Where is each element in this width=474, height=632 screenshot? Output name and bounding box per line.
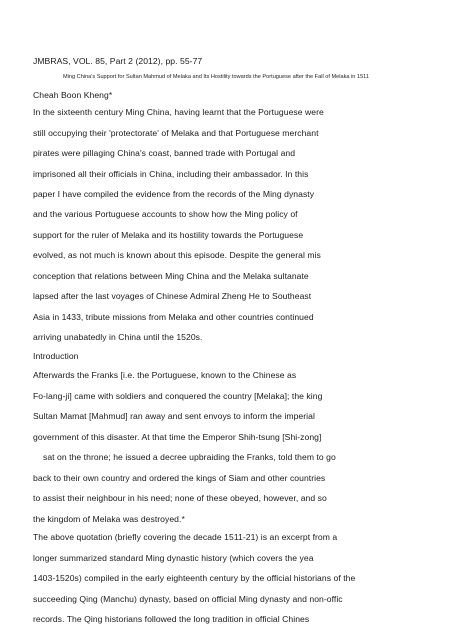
section-heading: Introduction	[33, 350, 79, 361]
abstract-line: paper I have compiled the evidence from the records of the Ming dynasty	[33, 189, 315, 199]
quote-line: Fo-lang-ji] came with soldiers and conquered the country [Melaka]; the king	[33, 390, 323, 401]
quote-line: the kingdom of Melaka was destroyed.*	[33, 513, 185, 524]
abstract-line: conception that relations between Ming China and the Melaka sultanate	[33, 270, 309, 281]
abstract-line: Asia in 1433, tribute missions from Melaka and other countries continued	[33, 311, 314, 322]
abstract-line: support for the ruler of Melaka and its hostility towards the Portuguese	[33, 229, 304, 240]
quote-line: government of this disaster. At that time the Emperor Shih-tsung [Shi-zong]	[33, 431, 322, 442]
body-line: succeeding Qing (Manchu) dynasty, based on official Ming dynasty and non-offic	[33, 593, 343, 604]
body-line: longer summarized standard Ming dynastic history (which covers the yea	[33, 552, 314, 563]
abstract-line: still occupying their 'protectorate' of Melaka and that Portuguese merchant	[33, 127, 319, 138]
quote-line: to assist their neighbour in his need; none of these obeyed, however, and so	[33, 493, 327, 504]
author-name: Cheah Boon Kheng*	[33, 89, 113, 100]
abstract-line: In the sixteenth century Ming China, having learnt that the Portuguese were	[33, 107, 324, 118]
quote-line: back to their own country and ordered the kings of Siam and other countries	[33, 472, 326, 483]
abstract-line: and the various Portuguese accounts to show how the Ming policy of	[33, 209, 298, 220]
body-line: The above quotation (briefly covering the decade 1511-21) is an excerpt from a	[33, 532, 338, 543]
abstract-line: pirates were pillaging China's coast, banned trade with Portugal and	[33, 148, 296, 159]
quote-line: sat on the throne; he issued a decree upbraiding the Franks, told them to go	[43, 452, 336, 463]
abstract-line: arriving unabatedly in China until the 1520s.	[33, 332, 203, 343]
body-line: records. The Qing historians followed the long tradition in official Chines	[33, 614, 310, 624]
abstract-line: evolved, as not much is known about this episode. Despite the general mis	[33, 250, 321, 261]
abstract-line: lapsed after the last voyages of Chinese Admiral Zheng He to Southeast	[33, 291, 312, 302]
journal-citation: JMBRAS, VOL. 85, Part 2 (2012), pp. 55-77	[33, 56, 203, 66]
quote-line: Sultan Mamat [Mahmud] ran away and sent envoys to inform the imperial	[33, 411, 315, 422]
article-title: Ming China's Support for Sultan Mahmud of Melaka and Its Hostility towards the Portuguese after the Fall of Melaka in 1511	[63, 73, 369, 80]
quote-line: Afterwards the Franks [i.e. the Portuguese, known to the Chinese as	[33, 370, 297, 381]
abstract-line: imprisoned all their officials in China, including their ambassador. In this	[33, 168, 309, 179]
body-line: 1403-1520s) compiled in the early eighteenth century by the official historians of the	[33, 573, 356, 584]
